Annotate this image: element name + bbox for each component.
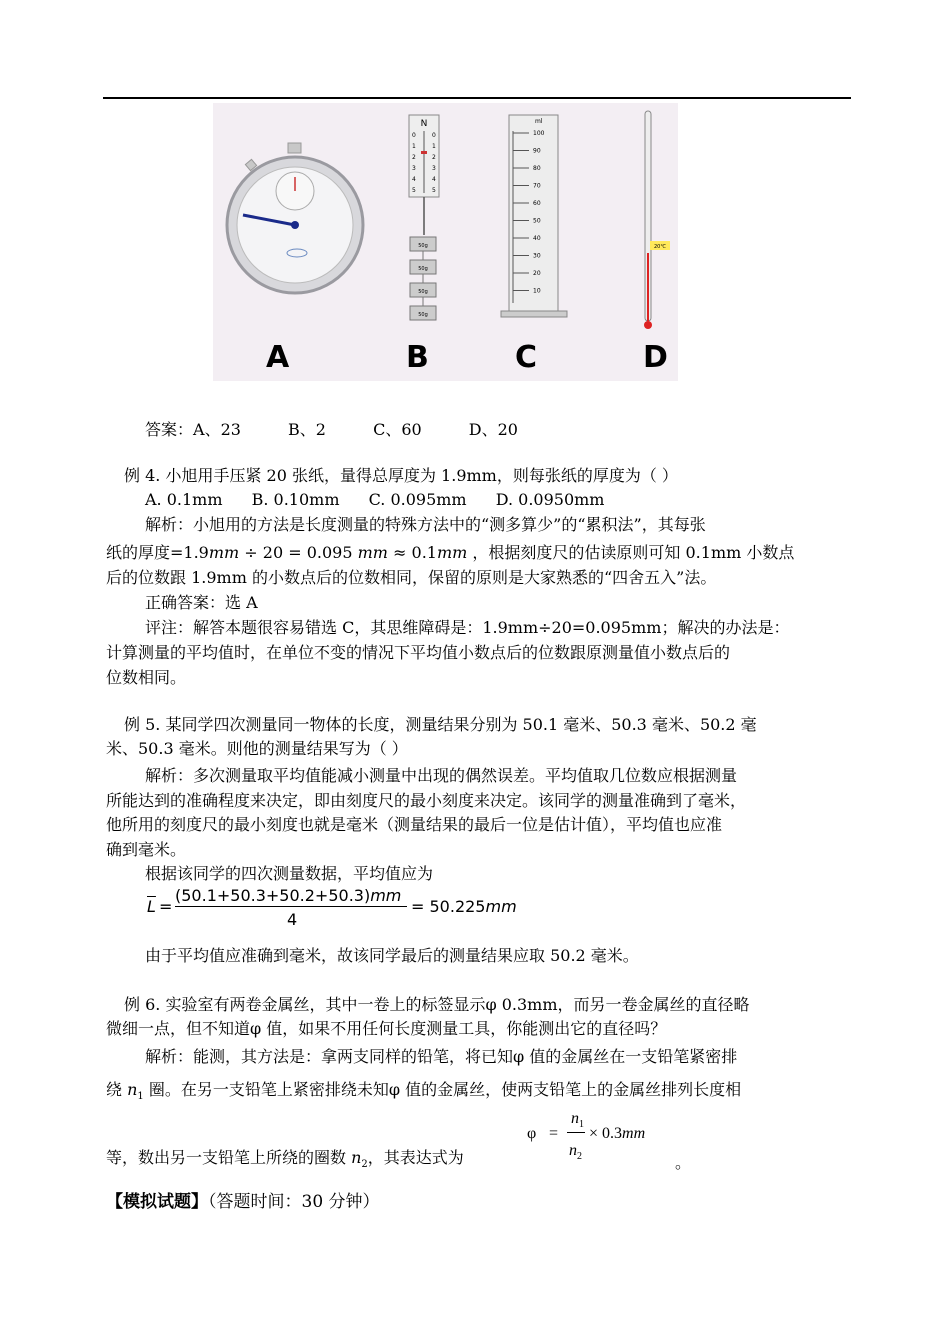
ex4-text-seg: ≈ 0.1 (387, 543, 437, 562)
expr-times-value: × 0.3 (589, 1125, 623, 1142)
ex4-question: 例 4. 小旭用手压紧 20 张纸，量得总厚度为 1.9mm，则每张纸的厚度为（ ） (124, 466, 678, 485)
ex4-text-seg: ，根据刻度尺的估读原则可知 0.1mm 小数点 (467, 543, 795, 562)
ex4-comment-3: 位数相同。 (106, 668, 187, 687)
expr-eq: = (549, 1125, 559, 1142)
weight-label-3: 50g (418, 289, 428, 295)
weight-label-4: 50g (418, 312, 428, 318)
spring-tick-label: 2 (432, 154, 436, 161)
expr-unit: mm (622, 1125, 646, 1142)
ex5-analysis-4: 确到毫米。 (106, 840, 187, 859)
expr-num (571, 1110, 584, 1130)
ex6-analysis-1: 解析：能测，其方法是：拿两支同样的铅笔，将已知φ 值的金属丝在一支铅笔紧密排 (145, 1047, 738, 1066)
ex6-text-seg: 圈。在另一支铅笔上紧密排绕未知φ 值的金属丝，使两支铅笔上的金属丝排列长度相 (143, 1080, 742, 1099)
answer-line (145, 420, 518, 440)
mock-title: 【模拟试题】 (106, 1192, 208, 1212)
ex6-analysis-2 (106, 1080, 741, 1107)
ex6-question-1: 例 6. 实验室有两卷金属丝，其中一卷上的标签显示φ 0.3mm，而另一卷金属丝的直径略 (124, 995, 750, 1014)
ex4-analysis-1: 解析：小旭用的方法是长度测量的特殊方法中的“测多算少”的“累积法”，其每张 (145, 515, 706, 534)
ex5-analysis-5: 根据该同学的四次测量数据，平均值应为 (145, 864, 434, 883)
spring-tick-label: 2 (412, 154, 416, 161)
spring-tick-label: 0 (412, 132, 416, 139)
stopwatch-image (227, 143, 363, 293)
spring-tick-label: 4 (412, 176, 416, 183)
expr-fraction-bar (567, 1132, 585, 1133)
formula-num-unit: mm (370, 886, 402, 905)
ex6-expression (525, 1110, 695, 1174)
label-b: B (406, 340, 429, 375)
ex4-comment-2: 计算测量的平均值时，在单位不变的情况下平均值小数点后的位数跟原测量值小数点后的 (106, 643, 731, 662)
expr-den-n: n (569, 1142, 577, 1159)
formula-denominator: 4 (287, 910, 298, 929)
spring-tick-label: 1 (412, 143, 416, 150)
ex4-option-b: B. 0.10mm (251, 490, 340, 509)
ex4-option-a: A. 0.1mm (145, 490, 223, 509)
ex4-text-seg: ÷ 20 = 0.095 (239, 543, 358, 562)
label-d: D (643, 340, 668, 375)
cylinder-tick-label: 80 (533, 165, 541, 172)
ex5-analysis-3: 他所用的刻度尺的最小刻度也就是毫米（测量结果的最后一位是估计值），平均值也应准 (106, 815, 723, 834)
ex4-unit-seg: mm (357, 543, 388, 562)
ex6-n1: n (127, 1080, 138, 1099)
formula-rhs-value: = 50.225 (411, 897, 486, 916)
spring-tick-label: 3 (432, 165, 436, 172)
answer-prefix: 答案： (145, 420, 194, 439)
cylinder-tick-label: 70 (533, 182, 541, 190)
instruments-figure (213, 103, 678, 381)
expr-den (569, 1142, 582, 1162)
weight-label-1: 50g (418, 243, 428, 249)
ex4-unit-seg: mm (208, 543, 240, 562)
cylinder-tick-label: 40 (533, 235, 541, 242)
spring-tick-label: 5 (412, 187, 416, 194)
cylinder-tick-label: 20 (533, 270, 541, 277)
expr-num-n: n (571, 1110, 579, 1127)
label-c: C (515, 340, 538, 375)
thermometer-reading: 20℃ (654, 244, 666, 250)
cylinder-unit: ml (535, 118, 543, 125)
cylinder-tick-label: 10 (533, 287, 541, 295)
ex5-analysis-2: 所能达到的准确程度来决定，即由刻度尺的最小刻度来决定。该同学的测量准确到了毫米， (106, 791, 747, 810)
ex6-text-seg: 等，数出另一支铅笔上所绕的圈数 (106, 1148, 352, 1167)
spring-tick-label: 1 (432, 143, 436, 150)
answer-d: D、20 (468, 420, 518, 439)
ex4-unit-seg: mm (436, 543, 468, 562)
answer-c: C、60 (373, 420, 422, 439)
ex4-text-seg: 纸的厚度=1.9 (106, 543, 209, 562)
formula-num-value: (50.1+50.3+50.2+50.3) (175, 886, 371, 905)
header-rule (103, 97, 851, 99)
ex6-n2: n (351, 1148, 362, 1167)
answer-a: A、23 (193, 420, 241, 439)
formula-numerator (175, 886, 401, 905)
expr-phi: φ (527, 1125, 537, 1142)
formula-rhs-unit: mm (485, 897, 517, 916)
answer-b: B、2 (288, 420, 326, 439)
formula-eq: = (159, 897, 173, 916)
ex4-analysis-2 (106, 543, 794, 563)
spring-tick-label: 5 (432, 187, 436, 194)
spring-tick-label: 4 (432, 176, 436, 183)
spring-tick-label: 3 (412, 165, 416, 172)
formula-fraction-bar (175, 906, 407, 907)
ex6-text-seg: ，其表达式为 (367, 1148, 464, 1167)
ex6-analysis-3 (106, 1148, 464, 1175)
ex4-comment-1: 评注：解答本题很容易错选 C，其思维障碍是：1.9mm÷20=0.095mm；解决的办法是： (145, 618, 790, 637)
formula-rhs (411, 897, 517, 916)
cylinder-tick-label: 60 (533, 200, 541, 207)
ex5-question-2: 米、50.3 毫米。则他的测量结果写为（ ） (106, 739, 408, 758)
label-a: A (266, 340, 290, 375)
spring-tick-label: 0 (432, 132, 436, 139)
ex4-answer: 正确答案：选 A (145, 593, 258, 612)
cylinder-tick-label: 30 (533, 252, 541, 260)
ex5-analysis-1: 解析：多次测量取平均值能减小测量中出现的偶然误差。平均值取几位数应根据测量 (145, 766, 738, 785)
ex4-option-c: C. 0.095mm (368, 490, 467, 509)
weight-label-2: 50g (418, 266, 428, 272)
expr-num-sub: 1 (579, 1119, 584, 1130)
spring-scale-top-label: N (420, 119, 428, 129)
instruments-drawing (213, 103, 678, 381)
cylinder-tick-label: 90 (533, 147, 541, 155)
thermometer-image (644, 111, 670, 329)
ex4-option-d: D. 0.0950mm (495, 490, 605, 509)
ex6-n1-sub: 1 (137, 1091, 144, 1102)
expr-times (589, 1125, 645, 1143)
ex6-question-2: 微细一点，但不知道φ 值，如果不用任何长度测量工具，你能测出它的直径吗？ (106, 1019, 667, 1038)
ex6-n2-sub: 2 (361, 1159, 368, 1170)
mock-test-header (106, 1192, 380, 1212)
expr-end: 。 (675, 1155, 692, 1172)
ex5-formula (145, 884, 525, 934)
ex5-question-1: 例 5. 某同学四次测量同一物体的长度，测量结果分别为 50.1 毫米、50.3 毫米、50.2 毫 (124, 715, 757, 734)
cylinder-tick-label: 100 (533, 130, 545, 137)
ex5-conclusion: 由于平均值应准确到毫米，故该同学最后的测量结果应取 50.2 毫米。 (145, 946, 639, 965)
mock-time: （答题时间：30 分钟） (208, 1192, 380, 1212)
cylinder-tick-label: 50 (533, 217, 541, 225)
ex4-analysis-3: 后的位数跟 1.9mm 的小数点后的位数相同，保留的原则是大家熟悉的“四舍五入”法。 (106, 568, 717, 587)
ex4-options (145, 490, 604, 510)
ex6-text-seg: 绕 (106, 1080, 128, 1099)
expr-den-sub: 2 (577, 1151, 582, 1162)
formula-lhs: $\overline{L}$ (147, 897, 156, 916)
